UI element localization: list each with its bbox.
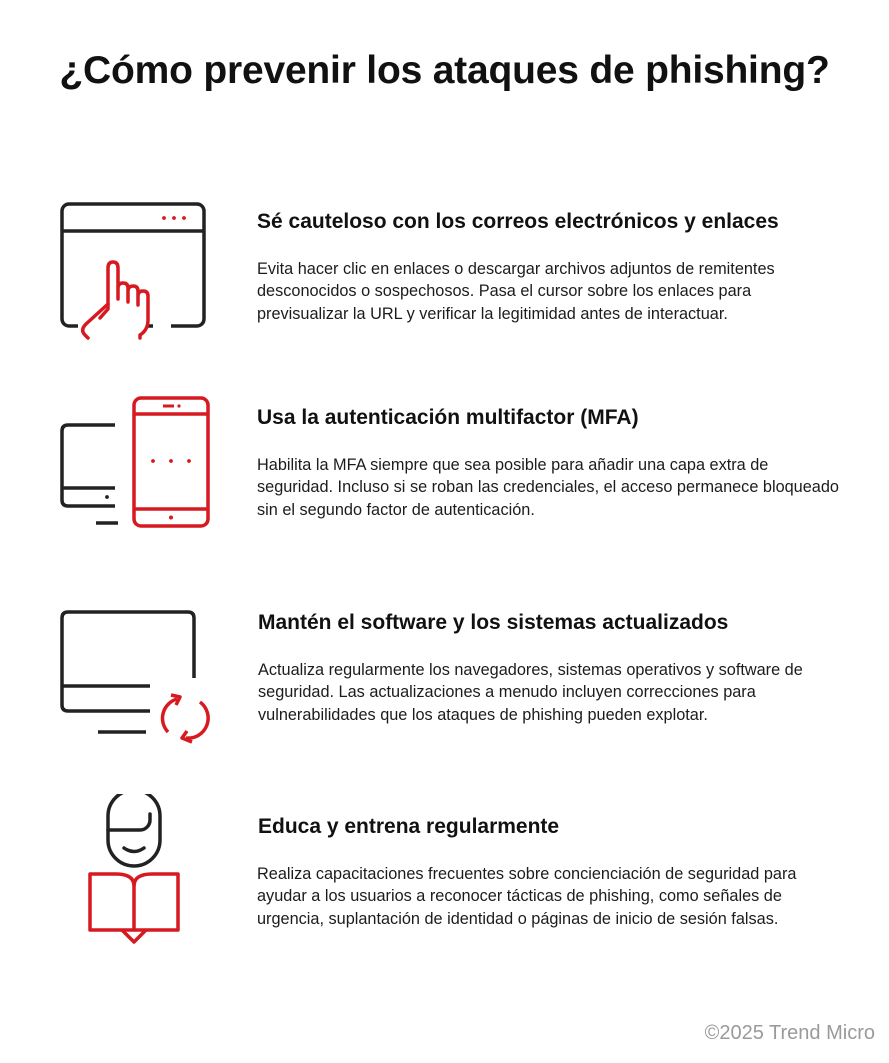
tip-heading-cautious: Sé cauteloso con los correos electrónicos y enlaces xyxy=(257,210,779,233)
monitor-update-icon xyxy=(58,606,214,746)
tip-body-cautious: Evita hacer clic en enlaces o descargar archivos adjuntos de remitentes desconocidos o sospechosos. Pasa el cursor sobre los enlaces para previsualizar la URL y verificar la legitimidad antes de interactuar. xyxy=(257,260,775,323)
tip-heading-update: Mantén el software y los sistemas actualizados xyxy=(258,611,729,634)
reader-book-icon xyxy=(86,794,182,946)
copyright-footer: ©2025 Trend Micro xyxy=(704,1022,875,1044)
browser-click-icon xyxy=(58,200,210,342)
tip-body-mfa: Habilita la MFA siempre que sea posible para añadir una capa extra de seguridad. Incluso si se roban las credenciales, el acceso permanece bloqueado sin el segundo factor de autenticación. xyxy=(257,456,839,519)
tip-heading-mfa: Usa la autenticación multifactor (MFA) xyxy=(257,406,639,429)
tip-heading-educate: Educa y entrena regularmente xyxy=(258,815,560,838)
page-title: ¿Cómo prevenir los ataques de phishing? xyxy=(59,49,830,92)
tip-body-update: Actualiza regularmente los navegadores, sistemas operativos y software de seguridad. Las actualizaciones a menudo incluyen correcciones para vulnerabilidades que los ataques de phishing pueden explotar. xyxy=(258,661,803,724)
tip-body-educate: Realiza capacitaciones frecuentes sobre concienciación de seguridad para ayudar a los usuarios a reconocer tácticas de phishing, como señales de urgencia, suplantación de identidad o páginas de inicio de sesión falsas. xyxy=(257,865,797,928)
mfa-devices-icon xyxy=(58,394,214,532)
